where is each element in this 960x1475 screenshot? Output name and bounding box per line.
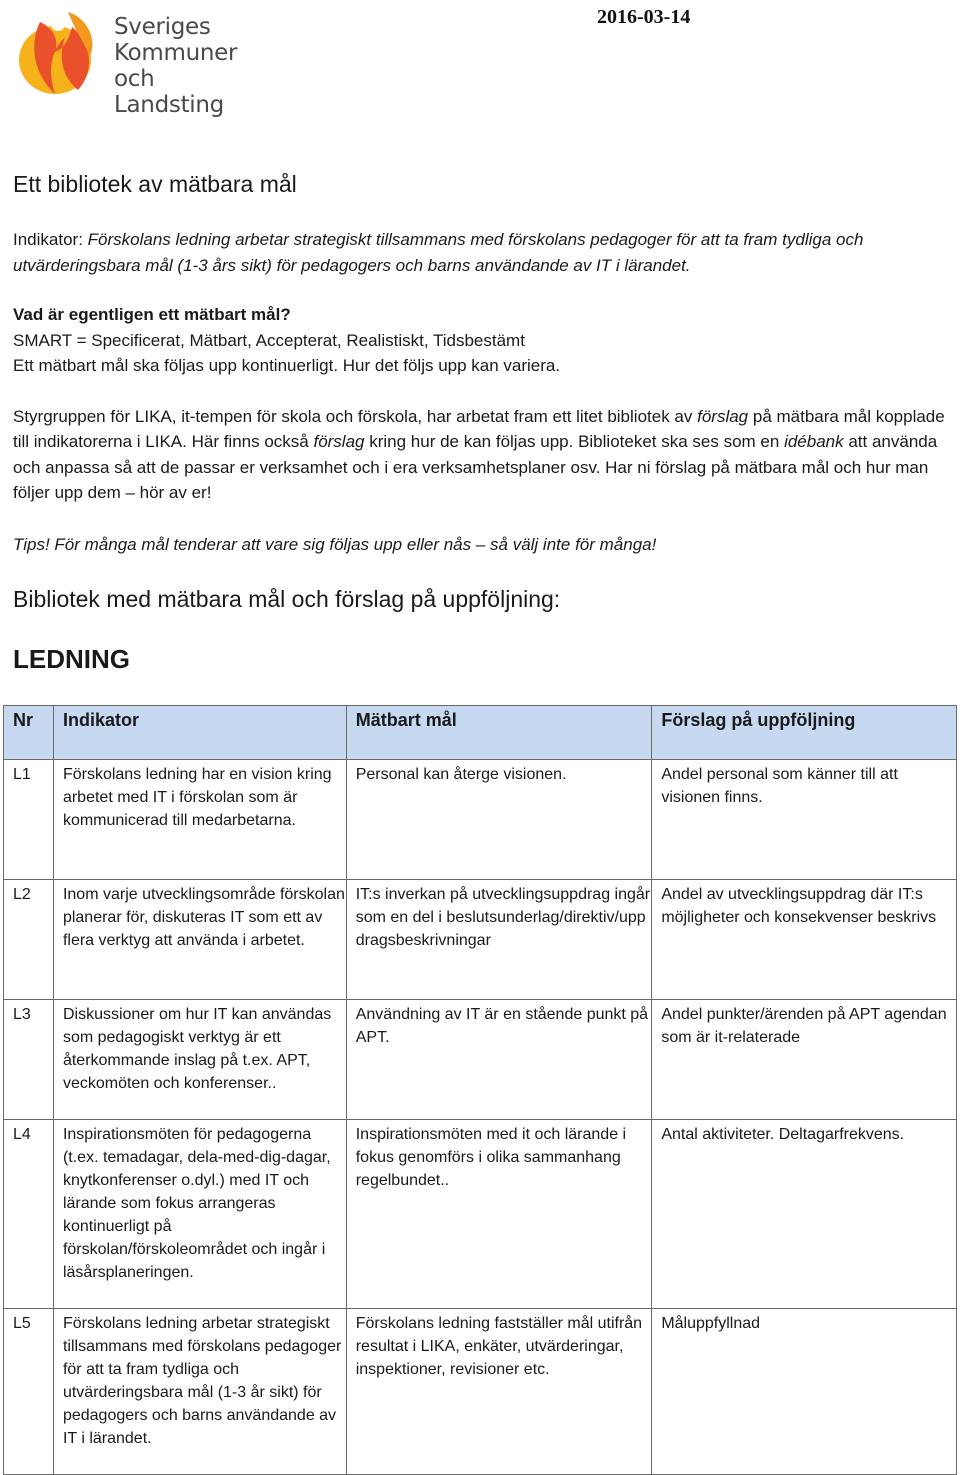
text-run: kring hur de kan följas upp. Biblioteket ska ses som en (364, 432, 785, 451)
cell-nr: L4 (4, 1120, 54, 1309)
table-row (4, 880, 957, 1000)
text-run-italic: förslag (697, 406, 749, 426)
table-row (4, 1120, 957, 1309)
cell-nr: L2 (4, 880, 54, 1000)
cell-text: IT:s inverkan på utvecklingsuppdrag ingår som en del i beslutsunderlag/direktiv/uppdragsbeskrivningar (355, 886, 651, 949)
indicator-label: Indikator: (13, 230, 88, 249)
cell-indikator: Diskussioner om hur IT kan användas som pedagogiskt verktyg är ett återkommande inslag på t.ex. APT, veckomöten och konferenser.. (53, 1000, 346, 1120)
document-body (13, 170, 953, 675)
text-run: på mätbara mål kopplade till indikatorerna i LIKA. Här finns också (13, 406, 945, 451)
tips-text: Tips! För många mål tenderar att vare sig följas upp eller nås – så välj inte för många! (13, 534, 657, 554)
table-row (4, 760, 957, 880)
cell-indikator: Inom varje utvecklingsområde förskolan planerar för, diskuteras IT som ett av flera verktyg att använda i arbetet. (53, 880, 346, 1000)
cell-indikator: Förskolans ledning har en vision kring arbetet med IT i förskolan som är kommunicerad till medarbetarna. (53, 760, 346, 880)
cell-nr: L1 (4, 760, 54, 880)
cell-matbart-mal: Inspirationsmöten med it och lärande i fokus genomförs i olika sammanhang regelbundet.. (346, 1120, 652, 1309)
cell-uppfoljning: Andel personal som känner till att visionen finns. (652, 760, 957, 880)
logo-line: Kommuner (114, 40, 238, 66)
column-header-matbart-mal: Mätbart mål (346, 706, 652, 760)
text-run-italic: idébank (784, 432, 844, 451)
document-date: 2016-03-14 (597, 6, 691, 28)
cell-nr: L5 (4, 1309, 54, 1475)
logo-text (114, 14, 270, 118)
smart-definition: SMART = Specificerat, Mätbart, Accepterat, Realistiskt, Tidsbestämt (13, 330, 525, 350)
cell-indikator: Inspirationsmöten för pedagogerna (t.ex. temadagar, dela-med-dig-dagar, knytkonferenser o.dyl.) med IT och lärande som fokus arrangeras kontinuerligt på förskolan/förskoleområdet och ingår i läsårsplaneringen. (53, 1120, 346, 1309)
text-run: att använda och anpassa så att de passar er verksamhet och i era verksamhetsplaner osv. Har ni förslag på mätbara mål och hur man följer upp dem – hör av er! (13, 432, 938, 502)
followup-text: Ett mätbart mål ska följas upp kontinuerligt. Hur det följs upp kan variera. (13, 356, 561, 375)
table-row (4, 1309, 957, 1475)
library-title: Bibliotek med mätbara mål och förslag på uppföljning: (13, 586, 561, 612)
section-title: LEDNING (13, 644, 130, 674)
cell-uppfoljning: Andel punkter/ärenden på APT agendan som är it-relaterade (652, 1000, 957, 1120)
column-header-nr: Nr (4, 706, 54, 760)
cell-matbart-mal: Förskolans ledning fastställer mål utifrån resultat i LIKA, enkäter, utvärderingar, inspektioner, revisioner etc. (346, 1309, 652, 1475)
flame-logo-icon (10, 2, 110, 102)
text-run-italic: förslag (313, 432, 365, 451)
smart-block (13, 302, 953, 379)
cell-uppfoljning: Måluppfyllnad (652, 1309, 957, 1475)
skl-logo (10, 2, 270, 118)
indicator-text: Förskolans ledning arbetar strategiskt tillsammans med förskolans pedagoger för att ta fram tydliga och utvärderingsbara mål (1-3 års sikt) för pedagogers och barns användande av IT i lärandet. (13, 230, 864, 275)
page-title: Ett bibliotek av mätbara mål (13, 171, 297, 197)
table-row (4, 1000, 957, 1120)
table-header-row (4, 706, 957, 760)
logo-line: Sveriges (114, 14, 211, 40)
cell-uppfoljning: Andel av utvecklingsuppdrag där IT:s möjligheter och konsekvenser beskrivs (652, 880, 957, 1000)
logo-line: och Landsting (114, 66, 224, 118)
cell-matbart-mal (346, 880, 652, 1000)
cell-nr: L3 (4, 1000, 54, 1120)
cell-matbart-mal: Personal kan återge visionen. (346, 760, 652, 880)
cell-indikator: Förskolans ledning arbetar strategiskt tillsammans med förskolans pedagoger för att ta fram tydliga och utvärderingsbara mål (1-3 år sikt) för pedagogers och barns användande av IT i lärandet. (53, 1309, 346, 1475)
cell-uppfoljning: Antal aktiviteter. Deltagarfrekvens. (652, 1120, 957, 1309)
column-header-uppfoljning: Förslag på uppföljning (652, 706, 957, 760)
indicator-paragraph (13, 227, 953, 278)
question-heading: Vad är egentligen ett mätbart mål? (13, 305, 291, 324)
cell-matbart-mal: Användning av IT är en stående punkt på APT. (346, 1000, 652, 1120)
goals-table (3, 705, 957, 1475)
column-header-indikator: Indikator (53, 706, 346, 760)
styrgruppen-paragraph (13, 404, 953, 506)
text-run: Styrgruppen för LIKA, it-tempen för skola och förskola, har arbetat fram ett litet bibliotek av (13, 406, 698, 426)
